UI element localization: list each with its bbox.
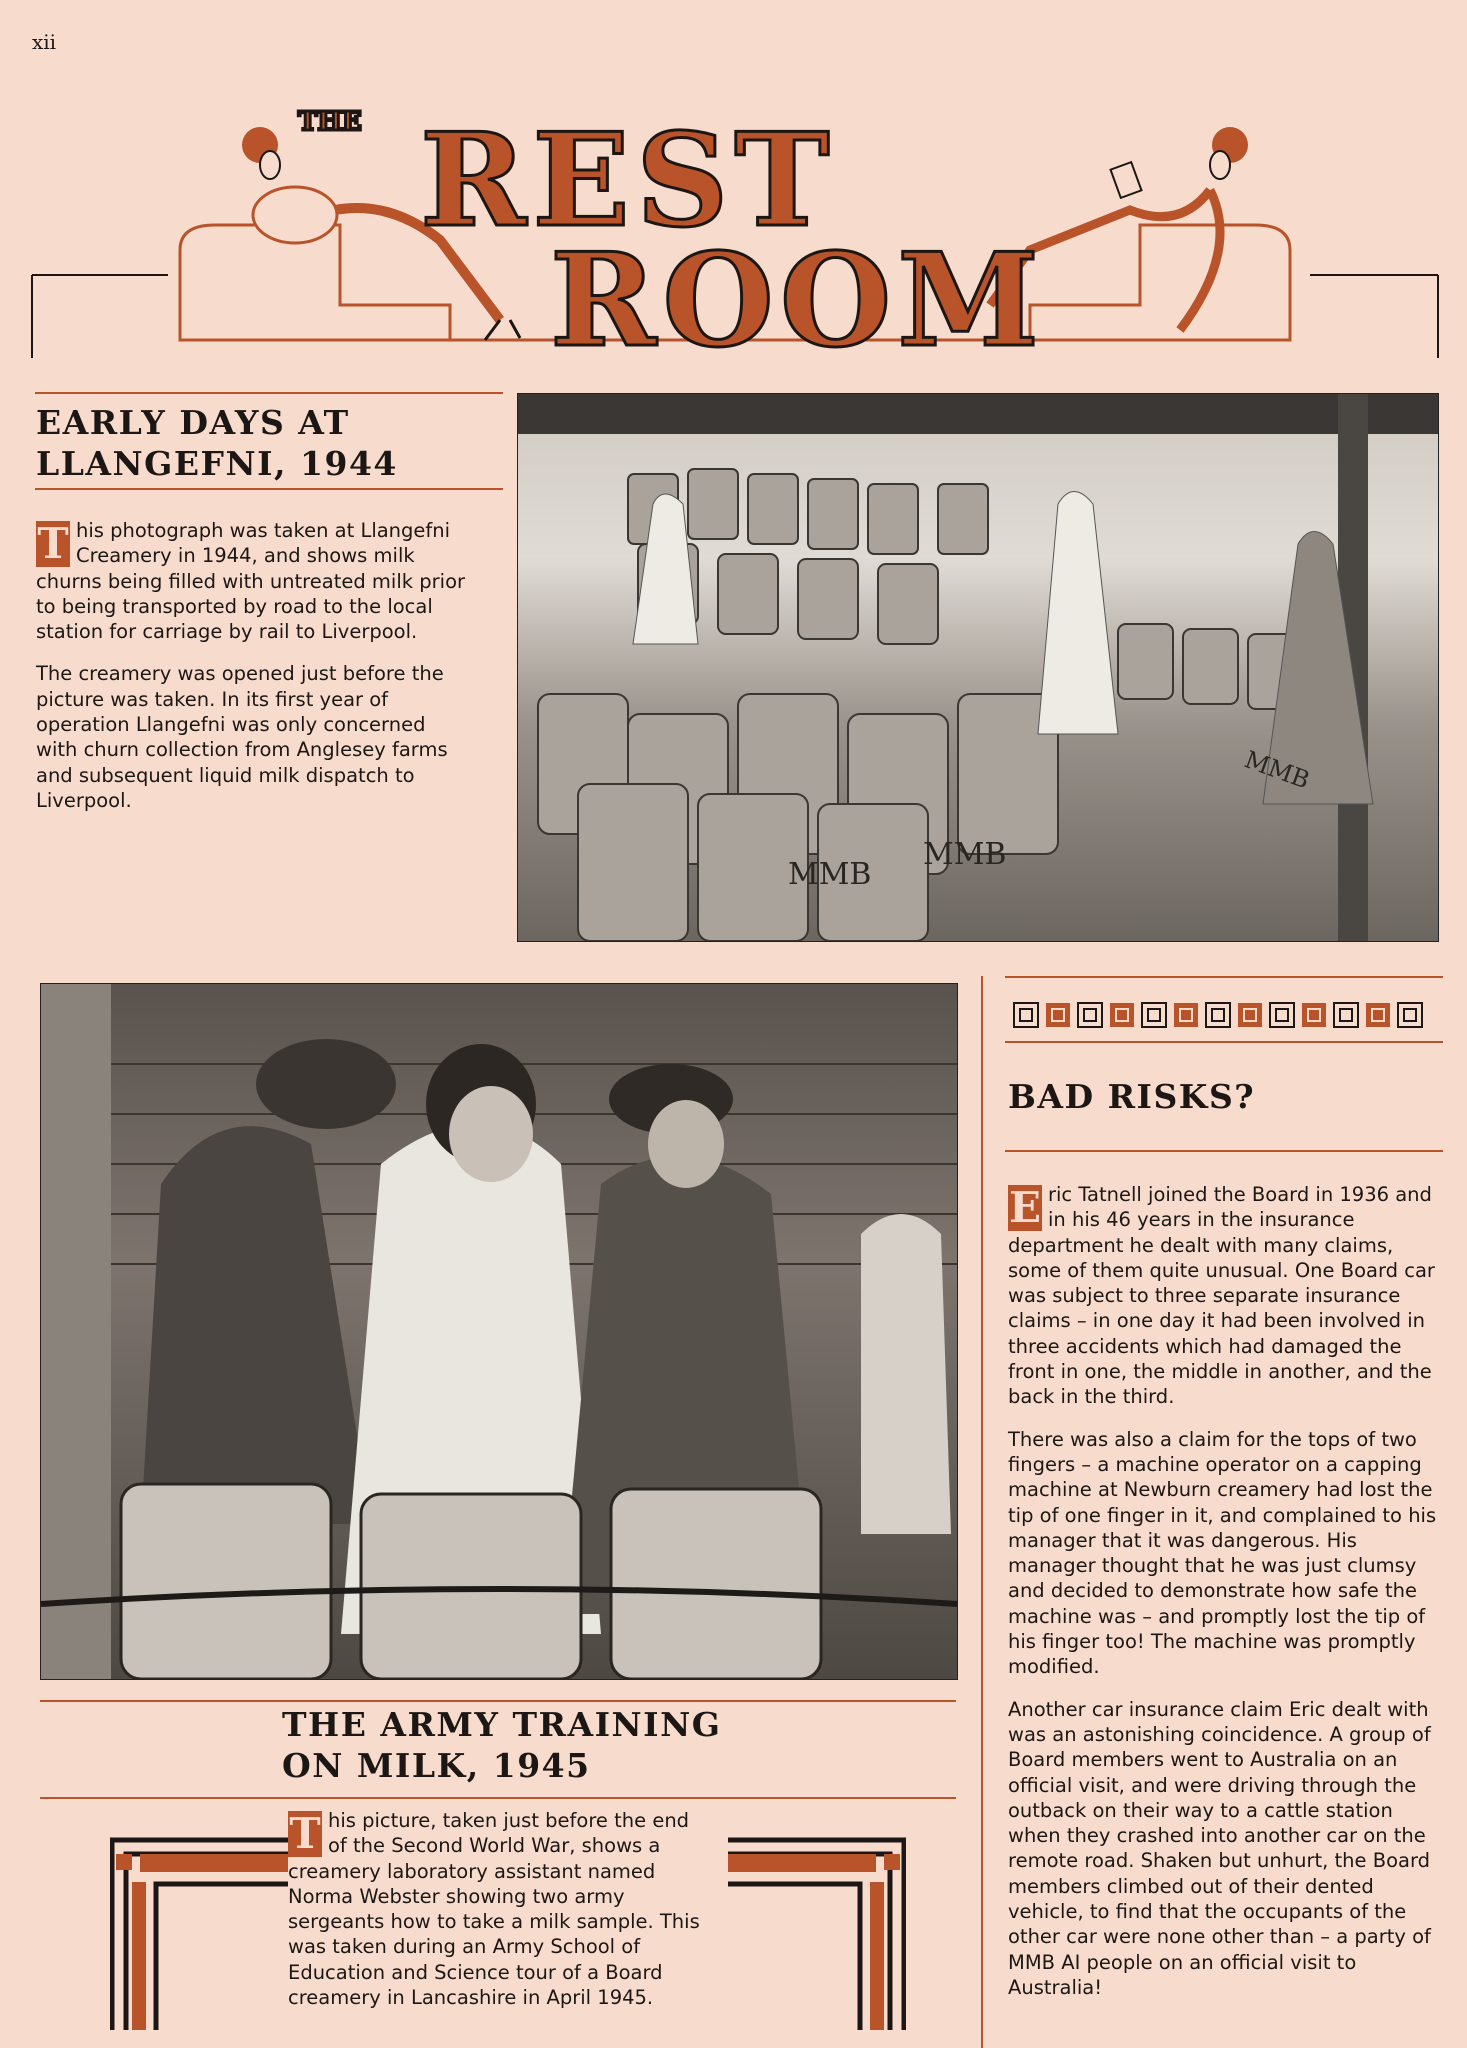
left-bracket-ornament: [110, 1830, 290, 2030]
article1-body: [36, 518, 468, 830]
article1-title-line2: LLANGEFNI, 1944: [36, 444, 398, 483]
article1-paragraph2: The creamery was opened just before the picture was taken. In its first year of operation Llangefni was only concerned with churn collection from Anglesey farms and subsequent liquid milk dispatch to Liverpool.: [36, 662, 448, 812]
article1-top-rule: [35, 392, 503, 394]
page-number: xii: [32, 30, 57, 54]
sidebar-paragraph2: There was also a claim for the tops of two fingers – a machine operator on a capping machine at Newburn creamery had lost the tip of one finger in it, and complained to his manager that it was dangerous. His manager thought that he was just clumsy and decided to demonstrate how safe the machine was – and promptly lost the tip of his finger too! The machine was promptly modified.: [1008, 1427, 1437, 1679]
right-bracket-ornament: [726, 1830, 906, 2030]
article2-top-rule: [40, 1700, 956, 1702]
article1-heading: [36, 402, 506, 484]
photo-llangefni-milk-churns: [517, 393, 1439, 942]
sidebar-ornament-squares: [1013, 1000, 1435, 1030]
sidebar-ornament-rule: [1005, 1041, 1443, 1043]
banner-room: ROOM: [550, 226, 1046, 360]
article1-paragraph1-text: his photograph was taken at Llangefni Creamery in 1944, and shows milk churns being filled with untreated milk prior to being transported by road to the local station for carriage by rail to Liverpool.: [36, 519, 466, 644]
sidebar-title: BAD RISKS?: [1008, 1077, 1256, 1116]
photo-army-milk-training: [40, 983, 958, 1680]
article2-paragraph1-text: his picture, taken just before the end of the Second World War, shows a creamery laboratory assistant named Norma Webster showing two army sergeants how to take a milk sample. This was taken during an Army School of Education and Science tour of a Board creamery in Lancashire in April 1945.: [288, 1809, 700, 2010]
sidebar-body: [1008, 1182, 1444, 2017]
banner-rest: REST: [420, 106, 836, 256]
sidebar-left-rule: [981, 976, 983, 2048]
article2-paragraph1: [288, 1808, 708, 2010]
sidebar-top-rule: [1005, 976, 1443, 978]
churn-mark-3: MMB: [1240, 745, 1314, 795]
sidebar-paragraph1: [1008, 1182, 1444, 1410]
sidebar-title-rule: [1005, 1150, 1443, 1152]
rest-room-banner: [30, 90, 1440, 360]
article2-bottom-rule: [40, 1797, 956, 1799]
article2-body: [288, 1808, 708, 2027]
article2-title-line2: ON MILK, 1945: [282, 1746, 591, 1785]
article2-dropcap: T: [289, 1809, 321, 1858]
churn-mark-1: MMB: [788, 857, 872, 892]
banner-the: THE: [298, 107, 362, 137]
sidebar-paragraph3: Another car insurance claim Eric dealt with was an astonishing coincidence. A group of Board members went to Australia on an official visit, and were driving through the outback on their way to a cattle station when they crashed into another car on the remote road. Shaken but unhurt, the Board members climbed out of their dented vehicle, to find that the occupants of the other car were none other than – a party of MMB AI people on an official visit to Australia!: [1008, 1697, 1431, 1999]
article1-dropcap: T: [37, 519, 69, 568]
sidebar-dropcap: E: [1008, 1183, 1041, 1232]
article1-title-line1: EARLY DAYS AT: [36, 403, 350, 442]
article2-title-line1: THE ARMY TRAINING: [282, 1705, 722, 1744]
churn-mark-2: MMB: [923, 837, 1007, 872]
sidebar-paragraph1-text: ric Tatnell joined the Board in 1936 and in his 46 years in the insurance department he dealt with many claims, some of them quite unusual. One Board car was subject to three separate insurance claims – in one day it had been involved in three accidents which had damaged the front in one, the middle in another, and the back in the third.: [1008, 1183, 1435, 1409]
article2-heading: [282, 1704, 842, 1786]
article1-bottom-rule: [35, 488, 503, 490]
article1-paragraph1: [36, 518, 468, 644]
